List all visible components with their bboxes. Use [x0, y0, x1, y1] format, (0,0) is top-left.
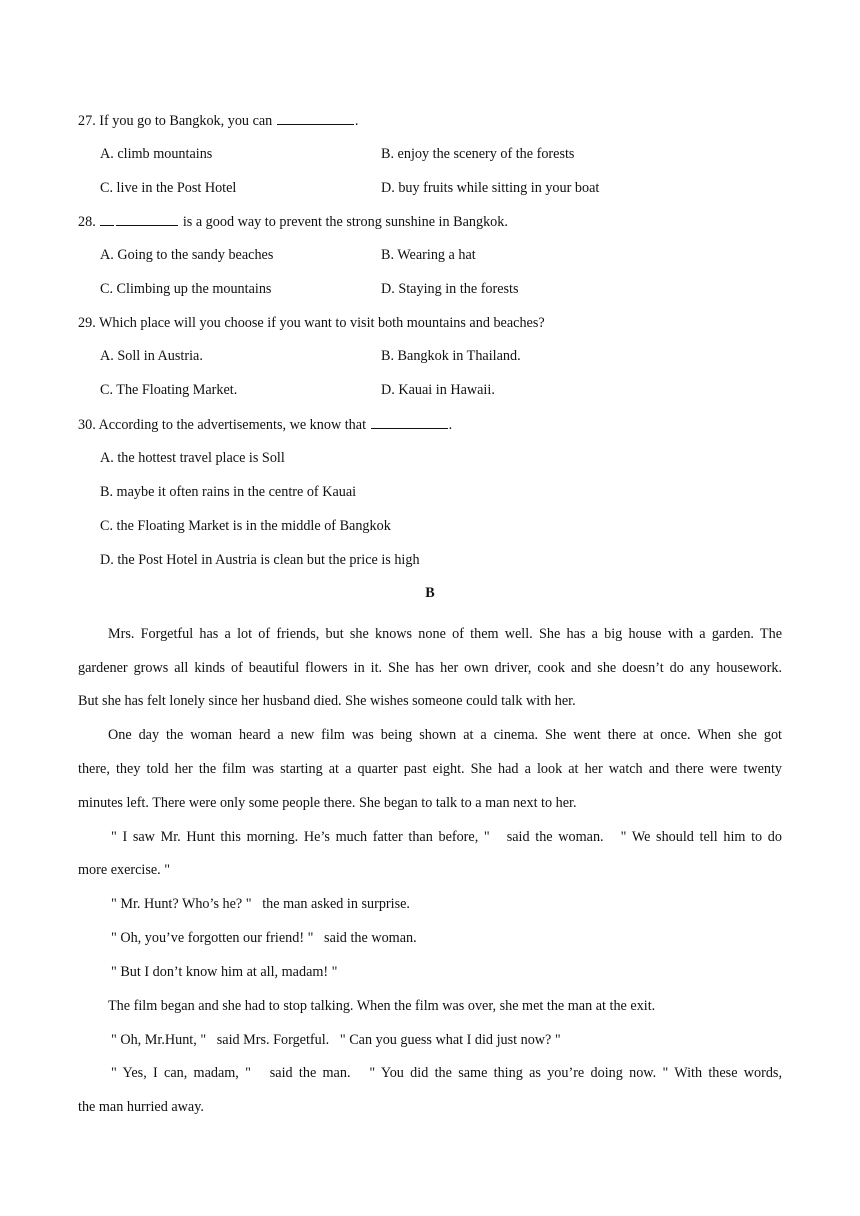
- passage-line: " Mr. Hunt? Who’s he? " the man asked in surprise.: [111, 896, 410, 912]
- question-28-stem: [78, 212, 508, 231]
- passage-line: Mrs. Forgetful has a lot of friends, but she knows none of them well. She has a big house with a garden. The: [108, 626, 782, 642]
- option-b: B. Wearing a hat: [381, 247, 476, 263]
- question-text: According to the advertisements, we know that: [98, 417, 367, 433]
- answer-blank: [116, 212, 178, 226]
- question-text-end: .: [354, 113, 359, 129]
- passage-line: " Oh, Mr.Hunt, " said Mrs. Forgetful. " Can you guess what I did just now? ": [111, 1032, 561, 1048]
- passage-line: " Oh, you’ve forgotten our friend! " said the woman.: [111, 930, 417, 946]
- question-number: 29.: [78, 315, 96, 331]
- passage-line: " I saw Mr. Hunt this morning. He’s much fatter than before, " said the woman. " We should tell him to do: [111, 829, 782, 845]
- passage-line: " Yes, I can, madam, " said the man. " You did the same thing as you’re doing now. " With these words,: [111, 1065, 782, 1081]
- option-d: D. Kauai in Hawaii.: [381, 382, 495, 398]
- passage-line: " But I don’t know him at all, madam! ": [111, 964, 338, 980]
- option-c: C. The Floating Market.: [100, 382, 238, 398]
- passage-line: there, they told her the film was starting at a quarter past eight. She had a look at her watch and there were twenty: [78, 761, 782, 777]
- passage-line: One day the woman heard a new film was being shown at a cinema. She went there at once. When she got: [108, 727, 782, 743]
- passage-line: The film began and she had to stop talking. When the film was over, she met the man at the exit.: [108, 998, 656, 1014]
- question-text: If you go to Bangkok, you can: [99, 113, 273, 129]
- question-text-end: .: [448, 417, 453, 433]
- option-d: D. buy fruits while sitting in your boat: [381, 180, 600, 196]
- passage-line: the man hurried away.: [78, 1099, 204, 1115]
- question-text: is a good way to prevent the strong sunshine in Bangkok.: [182, 214, 508, 230]
- question-29-stem: [78, 314, 545, 332]
- passage-line: minutes left. There were only some people there. She began to talk to a man next to her.: [78, 795, 577, 811]
- option-a: A. Going to the sandy beaches: [100, 247, 274, 263]
- option-b: B. enjoy the scenery of the forests: [381, 146, 575, 162]
- option-a: A. Soll in Austria.: [100, 348, 203, 364]
- question-30-stem: [78, 415, 452, 434]
- question-number: 27.: [78, 113, 96, 129]
- question-27-stem: [78, 111, 358, 130]
- option-b: B. Bangkok in Thailand.: [381, 348, 521, 364]
- option-c: C. Climbing up the mountains: [100, 281, 272, 297]
- passage-line: gardener grows all kinds of beautiful flowers in it. She has her own driver, cook and she doesn’t do any housework.: [78, 660, 782, 676]
- answer-blank: [277, 111, 354, 125]
- answer-blank: [371, 415, 448, 429]
- section-title: B: [425, 585, 435, 601]
- question-number: 30.: [78, 417, 96, 433]
- option-c: C. the Floating Market is in the middle of Bangkok: [100, 518, 391, 534]
- option-b: B. maybe it often rains in the centre of Kauai: [100, 484, 357, 500]
- option-a: A. the hottest travel place is Soll: [100, 450, 285, 466]
- passage-line: more exercise. ": [78, 862, 171, 878]
- option-d: D. the Post Hotel in Austria is clean but the price is high: [100, 552, 420, 568]
- passage-line: But she has felt lonely since her husband died. She wishes someone could talk with her.: [78, 693, 576, 709]
- question-number: 28.: [78, 214, 96, 230]
- option-d: D. Staying in the forests: [381, 281, 519, 297]
- question-text: Which place will you choose if you want to visit both mountains and beaches?: [99, 315, 545, 331]
- option-c: C. live in the Post Hotel: [100, 180, 237, 196]
- answer-blank: [100, 212, 114, 226]
- option-a: A. climb mountains: [100, 146, 213, 162]
